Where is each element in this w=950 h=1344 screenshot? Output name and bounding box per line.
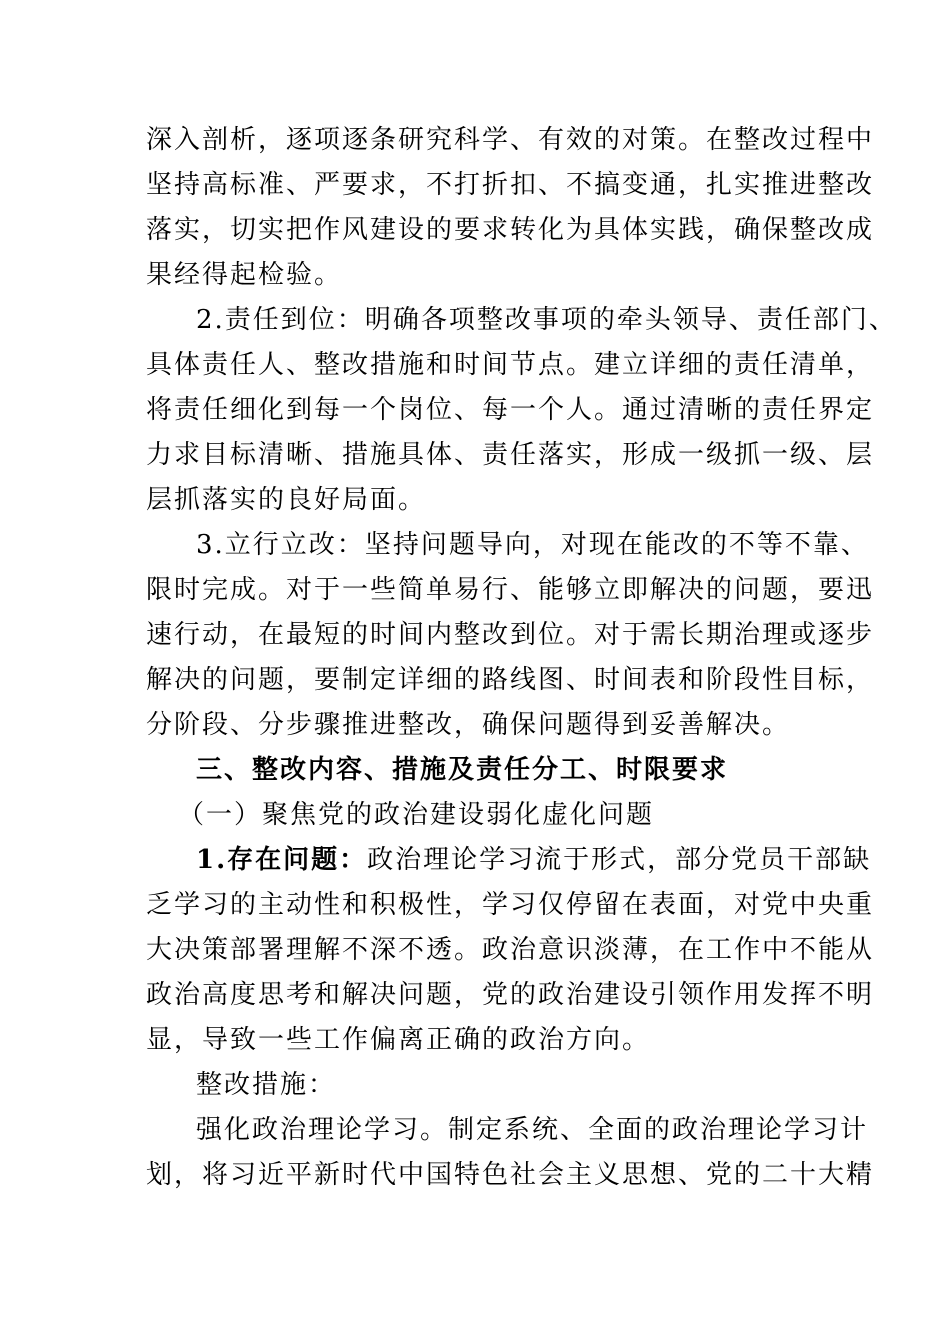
paragraph-line: 强化政治理论学习。制定系统、全面的政治理论学习计: [196, 1115, 869, 1145]
item-text: 政治理论学习流于形式，部分党员干部缺: [367, 845, 872, 875]
item-heading: 3.立行立改：: [196, 530, 365, 560]
paragraph-line: 果经得起检验。: [146, 260, 343, 290]
paragraph-line: 乏学习的主动性和积极性，学习仅停留在表面，对党中央重: [146, 890, 875, 920]
item-heading: 2.责任到位：: [196, 305, 365, 335]
item-text: 坚持问题导向，对现在能改的不等不靠、: [364, 530, 869, 560]
paragraph-line: 显，导致一些工作偏离正确的政治方向。: [146, 1025, 651, 1055]
paragraph-line: 限时完成。对于一些简单易行、能够立即解决的问题，要迅: [146, 575, 875, 605]
paragraph-line: 落实，切实把作风建设的要求转化为具体实践，确保整改成: [146, 215, 875, 245]
paragraph-line: [196, 838, 871, 882]
paragraph-line: 将责任细化到每一个岗位、每一个人。通过清晰的责任界定: [146, 395, 875, 425]
paragraph-line: [196, 523, 869, 567]
section-heading: 三、整改内容、措施及责任分工、时限要求: [196, 755, 729, 785]
paragraph-line: 大决策部署理解不深不透。政治意识淡薄，在工作中不能从: [146, 935, 875, 965]
paragraph-line: 具体责任人、整改措施和时间节点。建立详细的责任清单，: [146, 350, 875, 380]
paragraph-line: 政治高度思考和解决问题，党的政治建设引领作用发挥不明: [146, 980, 875, 1010]
subsection-heading: （一）聚焦党的政治建设弱化虚化问题: [178, 800, 655, 830]
paragraph-line: 深入剖析，逐项逐条研究科学、有效的对策。在整改过程中: [146, 125, 875, 155]
paragraph-line: 坚持高标准、严要求，不打折扣、不搞变通，扎实推进整改: [146, 170, 875, 200]
paragraph-line: [196, 298, 897, 342]
item-heading: 1.存在问题：: [196, 845, 368, 875]
paragraph-line: 分阶段、分步骤推进整改，确保问题得到妥善解决。: [146, 710, 791, 740]
paragraph-line: 速行动，在最短的时间内整改到位。对于需长期治理或逐步: [146, 620, 875, 650]
paragraph-line: 解决的问题，要制定详细的路线图、时间表和阶段性目标，: [146, 665, 875, 695]
paragraph-line: 层抓落实的良好局面。: [146, 485, 427, 515]
paragraph-line: 划，将习近平新时代中国特色社会主义思想、党的二十大精: [146, 1160, 875, 1190]
item-text: 明确各项整改事项的牵头领导、责任部门、: [364, 305, 897, 335]
paragraph-line: 整改措施：: [196, 1070, 337, 1100]
paragraph-line: 力求目标清晰、措施具体、责任落实，形成一级抓一级、层: [146, 440, 875, 470]
